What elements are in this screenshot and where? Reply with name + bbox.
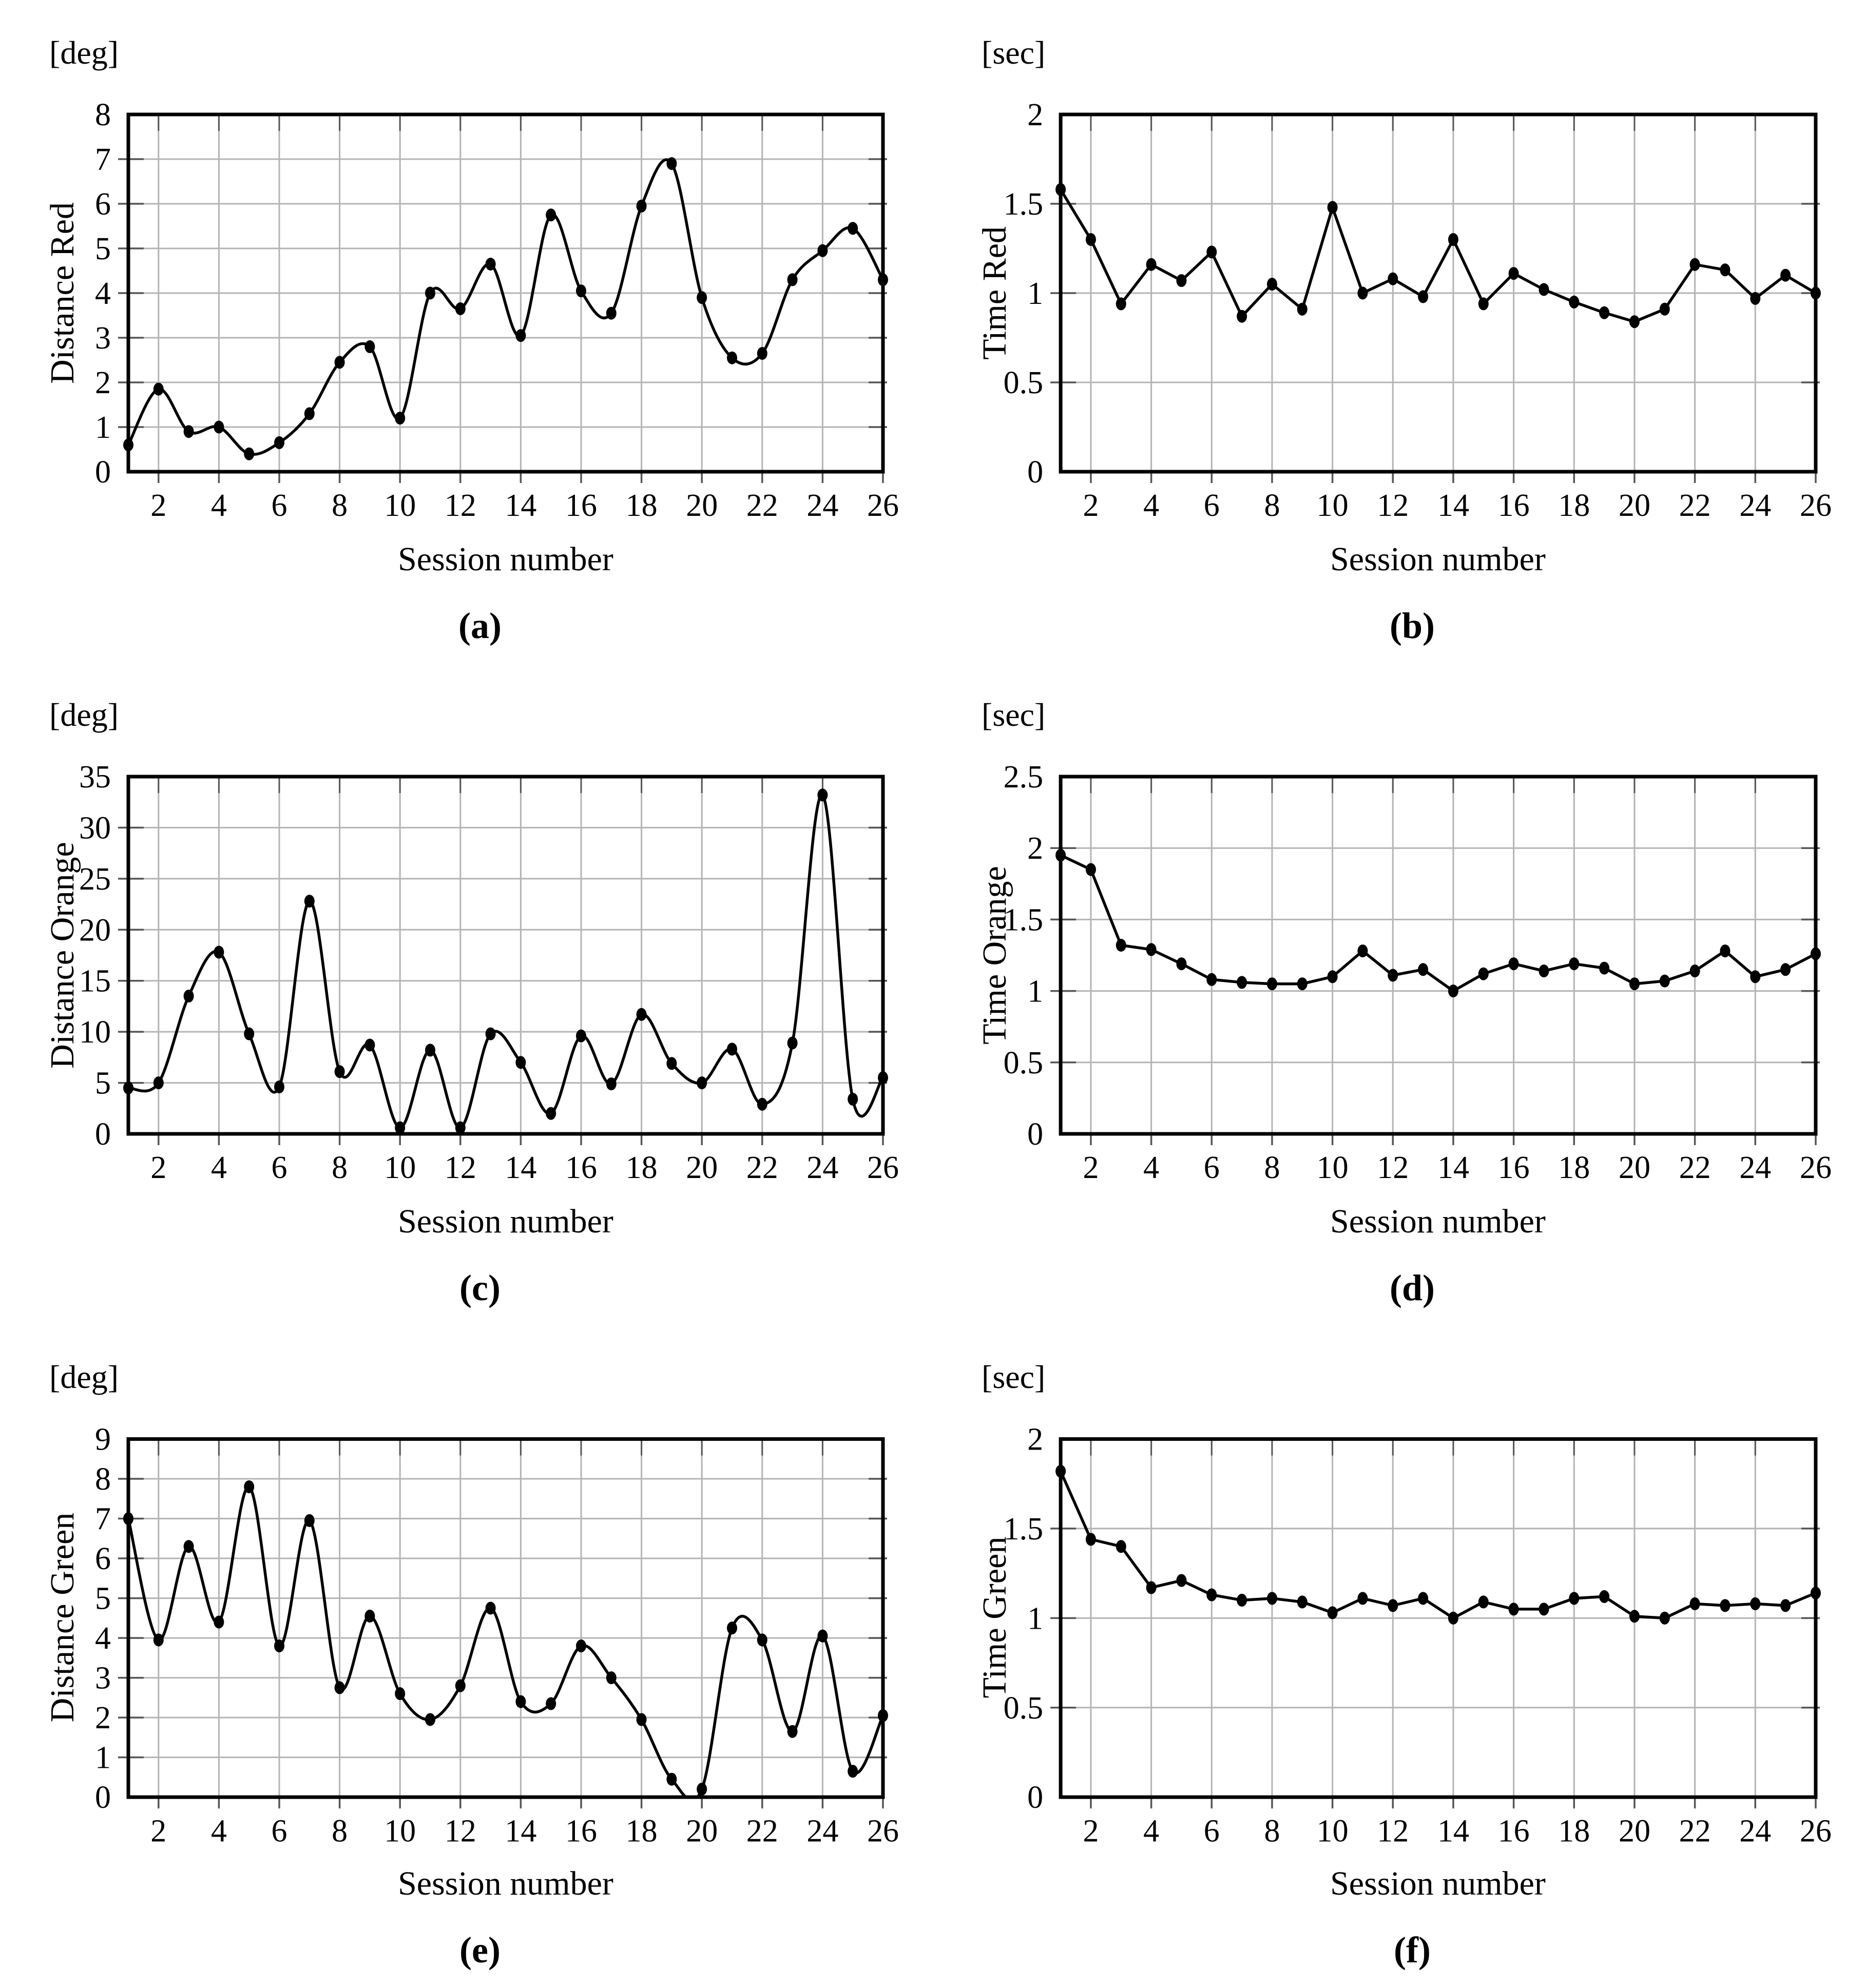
panel-d bbox=[932, 662, 1865, 1324]
panel-f bbox=[932, 1324, 1865, 1988]
svg-text:20: 20 bbox=[1618, 1813, 1650, 1849]
svg-text:1: 1 bbox=[95, 410, 111, 445]
y-axis-title: Time Orange bbox=[976, 866, 1013, 1045]
svg-text:12: 12 bbox=[1377, 1150, 1409, 1185]
svg-text:22: 22 bbox=[746, 488, 778, 523]
svg-text:1.5: 1.5 bbox=[1003, 187, 1044, 222]
svg-text:22: 22 bbox=[1679, 488, 1711, 523]
svg-text:6: 6 bbox=[1203, 488, 1220, 523]
panel-caption: (a) bbox=[458, 605, 502, 646]
svg-text:4: 4 bbox=[95, 276, 111, 311]
panel-caption: (d) bbox=[1390, 1267, 1435, 1308]
svg-text:24: 24 bbox=[806, 1150, 839, 1185]
panel-e bbox=[0, 1324, 932, 1988]
svg-text:2: 2 bbox=[95, 1701, 111, 1736]
svg-text:8: 8 bbox=[95, 98, 111, 132]
svg-text:8: 8 bbox=[1264, 488, 1280, 523]
svg-text:3: 3 bbox=[95, 1661, 111, 1696]
svg-text:24: 24 bbox=[806, 488, 839, 523]
svg-text:30: 30 bbox=[79, 810, 111, 846]
unit-label: [deg] bbox=[49, 1359, 119, 1395]
svg-text:0: 0 bbox=[95, 1780, 111, 1816]
svg-text:24: 24 bbox=[1739, 1813, 1772, 1849]
svg-text:4: 4 bbox=[210, 1813, 227, 1849]
svg-text:1: 1 bbox=[1027, 974, 1044, 1009]
panel-caption: (f) bbox=[1394, 1929, 1431, 1971]
svg-text:5: 5 bbox=[95, 1066, 111, 1101]
x-axis-title: Session number bbox=[398, 1203, 613, 1240]
x-axis-title: Session number bbox=[1330, 1203, 1546, 1240]
svg-text:10: 10 bbox=[79, 1015, 111, 1050]
svg-text:18: 18 bbox=[625, 1813, 658, 1849]
svg-text:6: 6 bbox=[1203, 1813, 1220, 1849]
svg-text:12: 12 bbox=[1377, 1813, 1409, 1849]
x-axis-title: Session number bbox=[398, 541, 613, 578]
svg-text:14: 14 bbox=[505, 1813, 537, 1849]
panel-b bbox=[932, 0, 1865, 662]
panel-c bbox=[0, 662, 932, 1324]
y-axis-title: Distance Green bbox=[44, 1512, 81, 1723]
svg-text:6: 6 bbox=[1203, 1150, 1220, 1185]
svg-text:18: 18 bbox=[1558, 488, 1590, 523]
svg-text:1: 1 bbox=[1027, 1601, 1044, 1636]
unit-label: [sec] bbox=[982, 1359, 1046, 1395]
svg-text:1: 1 bbox=[95, 1740, 111, 1775]
svg-text:16: 16 bbox=[565, 488, 597, 523]
svg-text:24: 24 bbox=[1739, 1150, 1772, 1185]
svg-text:18: 18 bbox=[1558, 1813, 1590, 1849]
svg-text:0.5: 0.5 bbox=[1003, 1690, 1044, 1726]
y-axis-title: Time Red bbox=[976, 226, 1013, 360]
svg-text:12: 12 bbox=[444, 488, 476, 523]
svg-text:18: 18 bbox=[1558, 1150, 1590, 1185]
svg-text:24: 24 bbox=[806, 1813, 839, 1849]
svg-text:4: 4 bbox=[1143, 1150, 1160, 1185]
svg-text:0: 0 bbox=[1027, 455, 1044, 490]
svg-text:20: 20 bbox=[686, 1150, 718, 1185]
svg-text:26: 26 bbox=[1799, 1813, 1832, 1849]
svg-text:6: 6 bbox=[271, 1813, 287, 1849]
panel-a bbox=[0, 0, 932, 662]
svg-text:2: 2 bbox=[150, 1150, 167, 1185]
panel-caption: (b) bbox=[1390, 605, 1435, 646]
svg-text:2.5: 2.5 bbox=[1003, 760, 1044, 795]
svg-text:6: 6 bbox=[271, 1150, 287, 1185]
svg-text:4: 4 bbox=[210, 488, 227, 523]
svg-text:12: 12 bbox=[444, 1150, 476, 1185]
svg-text:4: 4 bbox=[210, 1150, 227, 1185]
svg-text:0.5: 0.5 bbox=[1003, 1045, 1044, 1080]
panel-caption: (e) bbox=[459, 1929, 501, 1971]
svg-text:14: 14 bbox=[1437, 488, 1469, 523]
svg-text:15: 15 bbox=[79, 963, 111, 999]
unit-label: [sec] bbox=[982, 34, 1046, 71]
svg-text:6: 6 bbox=[95, 187, 111, 222]
svg-text:26: 26 bbox=[867, 1813, 899, 1849]
svg-text:10: 10 bbox=[1316, 488, 1349, 523]
svg-text:6: 6 bbox=[271, 488, 287, 523]
svg-text:5: 5 bbox=[95, 1581, 111, 1616]
svg-text:2: 2 bbox=[1027, 831, 1044, 866]
svg-text:2: 2 bbox=[95, 365, 111, 400]
svg-text:18: 18 bbox=[625, 488, 658, 523]
unit-label: [sec] bbox=[982, 697, 1046, 733]
svg-text:1.5: 1.5 bbox=[1003, 902, 1044, 938]
svg-text:10: 10 bbox=[384, 1813, 416, 1849]
svg-text:2: 2 bbox=[1083, 488, 1099, 523]
svg-text:10: 10 bbox=[1316, 1150, 1349, 1185]
svg-text:5: 5 bbox=[95, 231, 111, 266]
svg-text:8: 8 bbox=[1264, 1813, 1280, 1849]
svg-text:6: 6 bbox=[95, 1541, 111, 1577]
svg-text:22: 22 bbox=[1679, 1150, 1711, 1185]
svg-text:16: 16 bbox=[565, 1813, 597, 1849]
svg-text:8: 8 bbox=[332, 1813, 348, 1849]
svg-text:18: 18 bbox=[625, 1150, 658, 1185]
svg-text:8: 8 bbox=[332, 1150, 348, 1185]
svg-text:26: 26 bbox=[1799, 1150, 1832, 1185]
svg-text:22: 22 bbox=[746, 1813, 778, 1849]
svg-text:20: 20 bbox=[1618, 1150, 1650, 1185]
svg-text:16: 16 bbox=[1497, 488, 1530, 523]
svg-text:26: 26 bbox=[1799, 488, 1832, 523]
svg-text:2: 2 bbox=[150, 488, 167, 523]
svg-text:26: 26 bbox=[867, 1150, 899, 1185]
svg-text:2: 2 bbox=[1083, 1150, 1099, 1185]
svg-text:12: 12 bbox=[1377, 488, 1409, 523]
svg-text:22: 22 bbox=[746, 1150, 778, 1185]
y-axis-title: Distance Orange bbox=[44, 842, 81, 1069]
svg-text:22: 22 bbox=[1679, 1813, 1711, 1849]
svg-text:4: 4 bbox=[1143, 488, 1160, 523]
svg-text:35: 35 bbox=[79, 760, 111, 795]
x-axis-title: Session number bbox=[398, 1865, 613, 1902]
svg-text:20: 20 bbox=[686, 1813, 718, 1849]
svg-text:14: 14 bbox=[505, 1150, 537, 1185]
svg-text:2: 2 bbox=[1083, 1813, 1099, 1849]
svg-text:0: 0 bbox=[1027, 1117, 1044, 1152]
svg-text:1: 1 bbox=[1027, 276, 1044, 311]
svg-text:8: 8 bbox=[1264, 1150, 1280, 1185]
x-axis-title: Session number bbox=[1330, 541, 1546, 578]
svg-text:25: 25 bbox=[79, 861, 111, 897]
svg-text:16: 16 bbox=[1497, 1150, 1530, 1185]
svg-text:10: 10 bbox=[384, 1150, 416, 1185]
svg-text:26: 26 bbox=[867, 488, 899, 523]
panel-caption: (c) bbox=[459, 1267, 501, 1308]
svg-text:20: 20 bbox=[79, 913, 111, 948]
svg-text:20: 20 bbox=[1618, 488, 1650, 523]
svg-text:0: 0 bbox=[1027, 1780, 1044, 1816]
svg-text:16: 16 bbox=[565, 1150, 597, 1185]
svg-text:2: 2 bbox=[150, 1813, 167, 1849]
svg-text:4: 4 bbox=[1143, 1813, 1160, 1849]
svg-text:8: 8 bbox=[95, 1462, 111, 1497]
svg-text:14: 14 bbox=[1437, 1150, 1469, 1185]
svg-text:16: 16 bbox=[1497, 1813, 1530, 1849]
unit-label: [deg] bbox=[49, 34, 119, 71]
svg-text:8: 8 bbox=[332, 488, 348, 523]
svg-text:10: 10 bbox=[384, 488, 416, 523]
svg-text:0.5: 0.5 bbox=[1003, 365, 1044, 400]
svg-text:20: 20 bbox=[686, 488, 718, 523]
unit-label: [deg] bbox=[49, 697, 119, 733]
svg-text:3: 3 bbox=[95, 321, 111, 356]
y-axis-title: Distance Red bbox=[44, 202, 81, 384]
svg-text:7: 7 bbox=[95, 1501, 111, 1537]
svg-text:10: 10 bbox=[1316, 1813, 1349, 1849]
svg-text:1.5: 1.5 bbox=[1003, 1511, 1044, 1547]
svg-text:2: 2 bbox=[1027, 98, 1044, 132]
svg-text:12: 12 bbox=[444, 1813, 476, 1849]
y-axis-title: Time Green bbox=[976, 1536, 1013, 1699]
svg-text:7: 7 bbox=[95, 142, 111, 177]
x-axis-title: Session number bbox=[1330, 1865, 1546, 1902]
svg-text:14: 14 bbox=[505, 488, 537, 523]
svg-text:0: 0 bbox=[95, 1117, 111, 1152]
svg-text:14: 14 bbox=[1437, 1813, 1469, 1849]
svg-text:4: 4 bbox=[95, 1621, 111, 1656]
svg-text:9: 9 bbox=[95, 1422, 111, 1457]
svg-text:24: 24 bbox=[1739, 488, 1772, 523]
svg-text:0: 0 bbox=[95, 455, 111, 490]
svg-text:2: 2 bbox=[1027, 1422, 1044, 1457]
